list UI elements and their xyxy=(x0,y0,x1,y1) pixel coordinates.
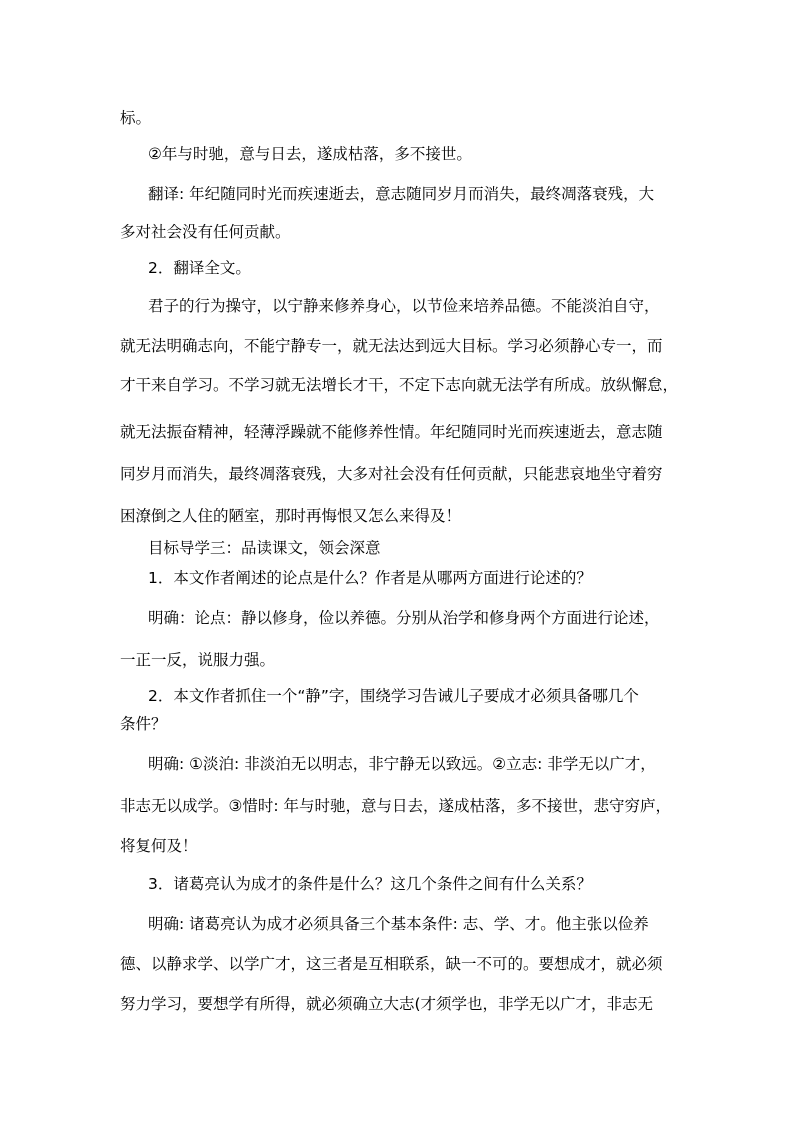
line-text: 明确: ①淡泊: 非淡泊无以明志，非宁静无以致远。②立志: 非学无以广才， xyxy=(148,755,656,773)
line-text: 同岁月而消失，最终凋落衰残，大多对社会没有任何贡献，只能悲哀地坐守着穷 xyxy=(120,465,663,483)
line-text: 一正一反，说服力强。 xyxy=(120,651,276,669)
line-text: 君子的行为操守，以宁静来修养身心，以节俭来培养品德。不能淡泊自守， xyxy=(148,297,660,315)
line-text: 德、以静求学、以学广才，这三者是互相联系，缺一不可的。要想成才，就必须 xyxy=(120,955,663,973)
line-text: 条件？ xyxy=(120,715,167,733)
line-text: 目标导学三：品读课文，领会深意 xyxy=(148,539,381,557)
line-text: 才干来自学习。不学习就无法增长才干，不定下志向就无法学有所成。放纵懈怠， xyxy=(120,376,679,394)
line-text: 多对社会没有任何贡献。 xyxy=(120,223,291,241)
line-text: 困潦倒之人住的陋室，那时再悔恨又怎么来得及！ xyxy=(120,507,462,525)
line-text: 将复何及！ xyxy=(120,837,198,855)
line-text: 就无法振奋精神，轻薄浮躁就不能修养性情。年纪随同时光而疾速逝去，意志随 xyxy=(120,423,663,441)
line-text: 非志无以成学。③惜时: 年与时驰，意与日去，遂成枯落，多不接世，悲守穷庐， xyxy=(120,797,672,815)
line-text: 就无法明确志向，不能宁静专一，就无法达到远大目标。学习必须静心专一，而 xyxy=(120,337,663,355)
line-text: 2．翻译全文。 xyxy=(148,259,251,277)
line-text: ②年与时驰，意与日去，遂成枯落，多不接世。 xyxy=(148,145,472,163)
line-text: 明确：论点：静以修身，俭以养德。分别从治学和修身两个方面进行论述， xyxy=(148,609,660,627)
line-text: 2．本文作者抓住一个“静”字，围绕学习告诫儿子要成才必须具备哪几个 xyxy=(148,687,639,705)
line-text: 明确: 诸葛亮认为成才必须具备三个基本条件: 志、学、才。他主张以俭养 xyxy=(148,915,649,933)
line-text: 1．本文作者阐述的论点是什么？作者是从哪两方面进行论述的？ xyxy=(148,569,592,587)
line-text: 翻译: 年纪随同时光而疾速逝去，意志随同岁月而消失，最终凋落衰残，大 xyxy=(148,185,655,203)
line-text: 标。 xyxy=(120,109,152,127)
line-text: 努力学习，要想学有所得，就必须确立大志(才须学也，非学无以广才，非志无 xyxy=(120,995,654,1013)
line-text: 3．诸葛亮认为成才的条件是什么？这几个条件之间有什么关系？ xyxy=(148,875,592,893)
